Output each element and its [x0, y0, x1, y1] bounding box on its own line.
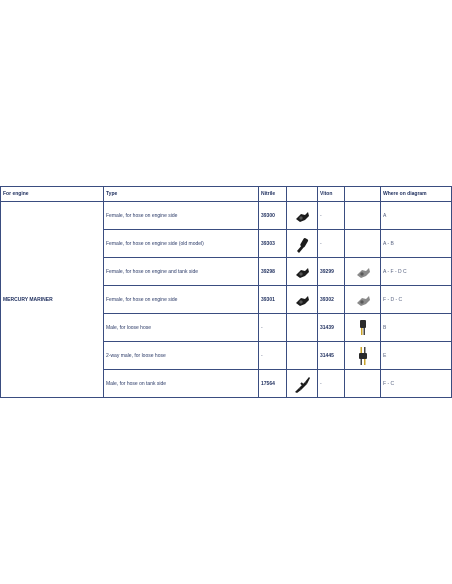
part-type: Male, for loose hose — [104, 314, 259, 342]
nitrile-code: 39301 — [259, 286, 287, 314]
nitrile-code: 17564 — [259, 370, 287, 398]
female-connector-icon — [287, 202, 318, 230]
header-viton-image — [345, 187, 381, 202]
viton-code: 31439 — [318, 314, 345, 342]
nitrile-code: - — [259, 342, 287, 370]
header-nitrile-image — [287, 187, 318, 202]
part-type: Male, for hose on tank side — [104, 370, 259, 398]
old-female-connector-icon — [287, 230, 318, 258]
header-type: Type — [104, 187, 259, 202]
diagram-ref: A - B — [381, 230, 452, 258]
viton-code: - — [318, 370, 345, 398]
viton-code: 39302 — [318, 286, 345, 314]
nitrile-code: 39298 — [259, 258, 287, 286]
female-connector-grey-icon — [345, 286, 381, 314]
header-engine: For engine — [1, 187, 104, 202]
male-tank-connector-icon — [287, 370, 318, 398]
diagram-ref: A — [381, 202, 452, 230]
viton-code: - — [318, 230, 345, 258]
part-type: Female, for hose on engine side (old model) — [104, 230, 259, 258]
two-way-male-connector-icon — [345, 342, 381, 370]
header-viton: Viton — [318, 187, 345, 202]
female-connector-icon — [287, 286, 318, 314]
part-type: Female, for hose on engine side — [104, 286, 259, 314]
part-type: 2-way male, for loose hose — [104, 342, 259, 370]
table-header-row — [1, 187, 452, 202]
diagram-ref: A - F - D C — [381, 258, 452, 286]
part-type: Female, for hose on engine and tank side — [104, 258, 259, 286]
diagram-ref: E — [381, 342, 452, 370]
male-connector-icon — [345, 314, 381, 342]
diagram-ref: F - C — [381, 370, 452, 398]
part-type: Female, for hose on engine side — [104, 202, 259, 230]
header-diagram: Where on diagram — [381, 187, 452, 202]
viton-code: 31445 — [318, 342, 345, 370]
diagram-ref: F - D - C — [381, 286, 452, 314]
nitrile-code: 39300 — [259, 202, 287, 230]
fuel-connector-table — [0, 186, 452, 398]
female-connector-icon — [287, 258, 318, 286]
diagram-ref: B — [381, 314, 452, 342]
header-nitrile: Nitrile — [259, 187, 287, 202]
female-connector-grey-icon — [345, 258, 381, 286]
nitrile-code: 39303 — [259, 230, 287, 258]
engine-name: MERCURY MARINER — [1, 202, 104, 398]
table-row — [1, 202, 452, 230]
nitrile-code: - — [259, 314, 287, 342]
viton-code: 39299 — [318, 258, 345, 286]
viton-code: - — [318, 202, 345, 230]
